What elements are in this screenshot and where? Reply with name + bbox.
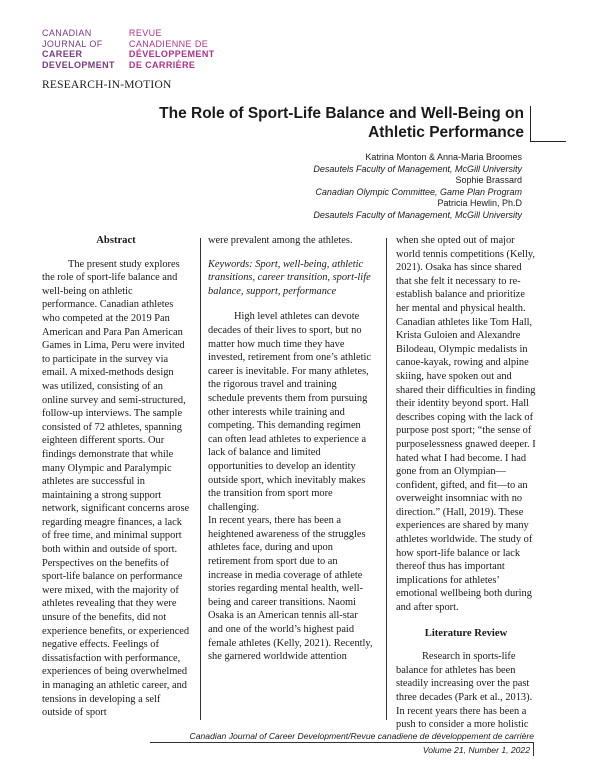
author-name: Sophie Brassard xyxy=(455,175,522,186)
keywords: Keywords: Sport, well-being, athletic transitions, career transition, sport-life balance, support, performance xyxy=(208,258,371,297)
logo-line: DÉVELOPPEMENT xyxy=(128,49,215,59)
logo-english xyxy=(42,28,115,70)
title-line: Athletic Performance xyxy=(368,124,524,141)
title-rule xyxy=(530,106,531,142)
column-abstract xyxy=(42,234,190,720)
literature-review-heading: Literature Review xyxy=(424,627,508,639)
logo-line: CANADIENNE DE xyxy=(128,38,209,49)
column-divider xyxy=(386,238,387,720)
abstract-continuation: were prevalent among the athletes. xyxy=(208,235,353,246)
logo-line: DEVELOPMENT xyxy=(42,59,115,70)
logo-line: JOURNAL OF xyxy=(42,38,103,49)
journal-logo xyxy=(42,28,215,70)
abstract-text: The present study explores the role of sport-life balance and well-being on athletic performance. Canadian athletes who competed at the 2019 Pan American and Para Pan American Games in Lima, Peru were invited to participate in the survey via email. A mixed-methods design was utilized, consisting of an online survey and semi-structured, follow-up interviews. The sample consisted of 72 athletes, spanning eighteen different sports. Our findings demonstrate that while many Olympic and Paralympic athletes are successful in maintaining a strong support network, significant concerns arose regarding meagre finances, a lack of free time, and minimal support both within and outside of sport. Perspectives on the benefits of sport-life balance on performance were mixed, with the majority of athletes revealing that they were unsure of the benefits, did not experience benefits, or experienced negative effects. Feelings of dissatisfaction with performance, experiences of being overwhelmed in managing an athletic career, and tensions in developing a self outside of sport xyxy=(42,258,190,719)
body-paragraph: Research in sports-life balance for athletes has been steadily increasing over the past three decades (Park et al., 2013). In recent years there has been a push to consider a more holistic xyxy=(396,651,533,731)
logo-line: DE CARRIÈRE xyxy=(128,59,196,70)
author-name: Katrina Monton & Anna-Maria Broomes xyxy=(365,152,522,162)
body-paragraph: In recent years, there has been a heightened awareness of the struggles athletes face, during and upon retirement from sport due to an increase in media coverage of athlete stories regarding mental health, well-being and career transitions. Naomi Osaka is an American tennis all-star and one of the world’s highest paid female athletes (Kelly, 2021). Recently, she garnered worldwide attention xyxy=(208,515,373,663)
author-affiliation: Canadian Olympic Committee, Game Plan Program xyxy=(315,186,522,197)
column-three xyxy=(396,234,536,732)
footer-rule xyxy=(150,742,534,743)
logo-line: REVUE xyxy=(128,28,162,38)
author-affiliation: Desautels Faculty of Management, McGill University xyxy=(313,209,522,220)
title-line: The Role of Sport-Life Balance and Well-Being on xyxy=(159,105,524,122)
abstract-heading: Abstract xyxy=(96,235,136,246)
footer-journal: Canadian Journal of Career Development/Revue canadiene de développement de carrière xyxy=(189,731,534,741)
author-block xyxy=(313,152,522,222)
article-body xyxy=(42,234,536,731)
logo-french xyxy=(129,28,215,70)
author-name: Patricia Hewlin, Ph.D xyxy=(437,198,522,209)
column-two xyxy=(208,234,374,664)
body-paragraph: when she opted out of major world tennis competitions (Kelly, 2021). Osaka has since shared that she felt it necessary to re-establish balance and prioritize her mental and physical health. Canadian athletes like Tom Hall, Krista Guloien and Alexandre Bilodeau, Olympic medalists in canoe-kayak, rowing and alpine skiing, have spoken out and shared their difficulties in finding their identity beyond sport. Hall describes coping with the lack of purpose post sport; “the sense of purposelessness gnawed deeper. I hated what I had become. I had gone from an Olympian—confident, gifted, and fit—to an overweight insomniac with no direction.” (Hall, 2019). These experiences are shared by many athletes worldwide. The study of how sport-life balance or lack thereof thus has important implications for athletes’ emotional wellbeing both during and after sport. xyxy=(396,235,536,614)
section-label: RESEARCH-IN-MOTION xyxy=(42,79,172,91)
column-divider xyxy=(200,238,201,720)
title-rule xyxy=(530,141,566,142)
author-affiliation: Desautels Faculty of Management, McGill University xyxy=(313,163,522,174)
footer-rule xyxy=(533,742,534,756)
footer-volume: Volume 21, Number 1, 2022 xyxy=(422,745,530,755)
logo-line: CANADIAN xyxy=(42,28,92,38)
body-paragraph: High level athletes can devote decades of their lives to sport, but no matter how much time they have invested, retirement from one’s athletic career is inevitable. For many athletes, the rigorous travel and training schedule prevents them from pursuing other interests while training and competing. This demanding regimen can often lead athletes to experience a lack of balance and limited opportunities to develop an identity outside sport, which inevitably makes the transition from sport more challenging. xyxy=(208,311,372,513)
logo-line: CAREER xyxy=(42,49,83,59)
article-title xyxy=(84,104,524,142)
